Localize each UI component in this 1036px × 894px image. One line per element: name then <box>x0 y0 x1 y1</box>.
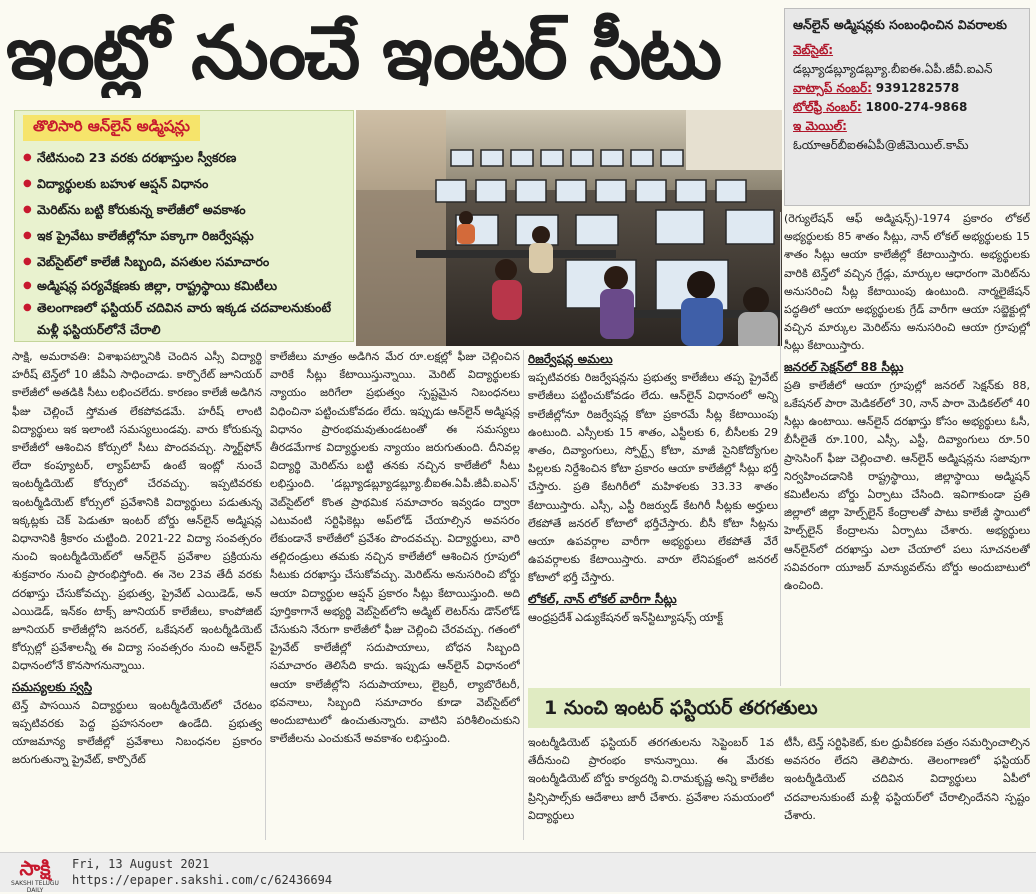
article-paragraph: ఇప్పటివరకు రిజర్వేషన్లను ప్రభుత్వ కాలేజీలు తప్ప ప్రైవేట్ కాలేజీలు పట్టించుకోవడం లేదు. ఆన్‌లైన్ విధానంలో అన్ని కాలేజీల్లోనూ రిజర్వేషన్ల కోటా ప్రకారమే సీట్ల కేటాయింపు ఉంటుంది. ఎస్సీలకు 15 శాతం, ఎస్టీలకు 6, బీసీలకు 29 శాతం, దివ్యాంగులు, స్పోర్ట్స్ కోటా, మాజీ సైనికోద్యోగుల పిల్లలకు నిర్దేశించిన కోటా ప్రకారం ఆయా కాలేజీల్లో సీట్లు భర్తీ చేస్తారు. ప్రతి కేటగిరీలో మహిళలకు 33.33 శాతం కేటాయిస్తారు. ఎస్సీ, ఎస్టీ రిజర్వుడ్ కేటగిరీ సీట్లకు అర్హులు లేకపోతే జనరల్ కోటాలో భర్తీచేస్తారు. బీసీ కోటా సీట్లను ఆయా ఉపవర్గాల వారీగా అభ్యర్థులు లేకపోతే వేరే ఉపవర్గాలకు కేటాయిస్తారు. వారూ లేనిపక్షంలో జనరల్ కోటాలో భర్తీ చేస్తారు. <box>528 371 778 585</box>
subheading-general-section: జనరల్ సెక్షన్‌లో 88 సీట్లు <box>784 359 904 374</box>
first-year-classes-title: 1 నుంచి ఇంటర్ ఫస్టియర్ తరగతులు <box>528 688 1030 728</box>
highlight-item: ● వెబ్‌సైట్‌లో కాలేజీ సిబ్బంది, వసతుల సమాచారం <box>23 249 345 275</box>
article-paragraph: కాలేజీలు మాత్రం అడిగిన మేర రూ.లక్షల్లో ఫీజు చెల్లించిన వారికే సీట్లు కేటాయిస్తున్నాయి. మెరిట్ విద్యార్థులకు న్యాయం జరిగేలా ప్రభుత్వం స్పష్టమైన నిబంధనలు విధించినా పట్టించుకోవడం లేదు. ఇప్పుడు ఆన్‌లైన్ అడ్మిషన్ల విధానం ప్రారంభమవుతుండటంతో ఈ సమస్యలు తీరడమేగాక విద్యార్థులకు న్యాయం జరుగుతుంది. దీనివల్ల విద్యార్థి మెరిట్‌ను బట్టి తనకు నచ్చిన కాలేజీలో సీటు లభిస్తుంది. 'డబ్ల్యూడబ్ల్యూడబ్ల్యూ.బీఐఈ.ఏపీ.జీవీ.ఐఎన్' వెబ్‌సైట్‌లో కొంత ప్రాథమిక సమాచారం ఇవ్వడం ద్వారా ఎటువంటి సర్టిఫికెట్లు అప్‌లోడ్ చేయాల్సిన అవసరం లేకుండానే కాలేజీలో ప్రవేశం పొందవచ్చు. విద్యార్థులు, వారి తల్లిదండ్రులు తమకు నచ్చిన కాలేజీలో ఆశించిన గ్రూపులో సీటుకు దరఖాస్తు చేసుకోవచ్చు. మెరిట్‌ను అనుసరించి బోర్డు ఆయా విద్యార్థుల ఆప్షన్ ప్రకారం సీట్లు కేటాయిస్తుంది. అది పూర్తికాగానే అభ్యర్థి వెబ్‌సైట్‌లోని అడ్మిట్ లెటర్‌ను డౌన్‌లోడ్ చేసుకుని నేరుగా కాలేజీలో ఫీజు చెల్లించి చేరవచ్చు. గతంలో ప్రైవేట్ కాలేజీల్లో సదుపాయాలు, బోధన సిబ్బంది సమాచారం తెలిసేది కాదు. ఇప్పుడు ఆన్‌లైన్ విధానంలో ఆయా కాలేజీల్లోని సదుపాయాలు, లైబ్రరీ, ల్యాబొరేటరీ, భవనాలు, సిబ్బంది సమాచారం కూడా వెబ్‌సైట్‌లో అందుబాటులో ఉంచుతున్నారు. వాటిని పరిశీలించుకుని కాలేజీలను ఎంచుకునే అవకాశం లభిస్తుంది. <box>270 350 520 746</box>
highlight-item: ● అడ్మిషన్ల పర్యవేక్షణకు జిల్లా, రాష్ట్రస్థాయి కమిటీలు <box>23 275 345 297</box>
edition-date: Fri, 13 August 2021 <box>72 857 210 871</box>
headline: ఇంట్లో నుంచే ఇంటర్ సీటు <box>6 10 721 96</box>
highlight-item: ● ఇక ప్రైవేటు కాలేజీల్లోనూ పక్కాగా రిజర్వేషన్లు <box>23 223 345 249</box>
article-paragraph: ప్రతి కాలేజీలో ఆయా గ్రూపుల్లో జనరల్ సెక్షన్‌కు 88, ఒకేషనల్ పారా మెడికల్‌లో 30, నాన్ పారా మెడికల్‌లో 40 సీట్లు ఉంటాయి. ఆన్‌లైన్ దరఖాస్తు కోసం అభ్యర్థులు ఓసీ, బీసీలైతే రూ.100, ఎస్సీ, ఎస్టీ, దివ్యాంగులు రూ.50 ప్రాసెసింగ్ ఫీజు చెల్లించాలి. ఆన్‌లైన్ అడ్మిషన్లను సజావుగా నిర్వహించడానికి రాష్ట్రస్థాయి, జిల్లాస్థాయి అడ్మిషన్ కమిటీలను బోర్డు ఏర్పాటు చేసింది. ఇవిగాకుండా ప్రతి జిల్లాలో జిల్లా హెల్ప్‌లైన్ కేంద్రాలతో పాటు కాలేజీ స్థాయిలో హెల్ప్‌లైన్ కేంద్రాలను ఏర్పాటు చేశారు. అభ్యర్థులు ఆన్‌లైన్‌లో దరఖాస్తు ఎలా చేయాలో పలు సూచనలతో సవివరంగా యూజర్ మాన్యువల్‌ను బోర్డు అందుబాటులో ఉంచింది. <box>784 378 1030 593</box>
article-paragraph: టెన్త్ పాసయిన విద్యార్థులు ఇంటర్మీడియెట్‌లో చేరటం ఇప్పటివరకు పెద్ద ప్రహసనంలా ఉండేది. ప్రభుత్వ యాజమాన్య కాలేజీల్లో ప్రవేశాలు నిబంధనల ప్రకారం జరుగుతున్నా ప్రైవేట్, కార్పొరేట్ <box>12 698 262 767</box>
whatsapp-label: వాట్సాప్ నంబర్: <box>793 81 872 95</box>
article-paragraph: (రెగ్యులేషన్ ఆఫ్ అడ్మిషన్స్)-1974 ప్రకారం లోకల్ అభ్యర్థులకు 85 శాతం సీట్లు, నాన్ లోకల్ అభ్యర్థులకు 15 శాతం సీట్లు ఆయా కాలేజీల్లో కేటాయిస్తారు. అభ్యర్థులకు వారికి టెన్త్‌లో వచ్చిన గ్రేడ్లు, మార్కుల ఆధారంగా మెరిట్‌ను అనుసరించి సీట్ల కేటాయింపు ఉంటుంది. నార్మలైజేషన్ పద్ధతిలో ఆయా అభ్యర్థులకు గ్రేడ్ వారీగా ఆయా సబ్జెక్టుల్లో వచ్చిన మార్కుల మెరిట్‌ను అనుసరించి ఆయా గ్రూపుల్లో సీట్లు కేటాయిస్తారు. <box>784 212 1030 353</box>
article-paragraph: సాక్షి, అమరావతి: విశాఖపట్నానికి చెందిన ఎస్సీ విద్యార్థి హరీష్ టెన్త్‌లో 10 జీపీఏ సాధించాడు. కార్పొరేట్ జూనియర్ కాలేజీలో అతడికి సీటు లభించలేదు. కారణం కాలేజీ అడిగిన ఫీజు చెల్లించే స్తోమత లేకపోవడమే. హరీష్ లాంటి విద్యార్థులు ఇక ఇలాంటి సమస్యలుండవు. వారు కోరుకున్న కాలేజీలో ఆశించిన కోర్సులో సీటు పొందవచ్చు. స్మార్ట్‌ఫోన్ లేదా కంప్యూటర్, ల్యాప్‌టాప్ ఉంటే ఇంట్లో నుంచే ఇంటర్మీడియెట్ కోర్సులో చేరవచ్చు. ఇప్పటివరకు ఇంటర్మీడియెట్ కోర్సులో ప్రవేశానికి విద్యార్థులు పడుతున్న ఇక్కట్లకు చెక్ పెడుతూ ఇంటర్ బోర్డు ఆన్‌లైన్ అడ్మిషన్ల విధానానికి శ్రీకారం చుట్టింది. 2021-22 విద్యా సంవత్సరం నుంచి ఇంటర్మీడియెట్‌లో ఆన్‌లైన్ ప్రవేశాల ప్రక్రియను శుక్రవారం నుంచి ప్రారంభిస్తోంది. ఈ నెల 23వ తేదీ వరకు దరఖాస్తు చేసుకోవచ్చు. ప్రభుత్వ, ప్రైవేట్ ఎయిడెడ్, అన్ ఎయిడెడ్, ఇన్‌కం టాక్స్ జూనియర్ కాలేజీలు, కాంపోజిట్ జూనియర్ కాలేజీల్లోని జనరల్, ఒకేషనల్ ఇంటర్మీడియెట్ కోర్సుల్లో ప్రవేశాలన్నీ ఈ విద్యా సంవత్సరం నుంచి ఆన్‌లైన్ విధానంలోనే కొనసాగనున్నాయి. <box>12 350 262 673</box>
highlights-list <box>23 145 345 341</box>
subheading-problems-end: సమస్యలకు స్వస్తి <box>12 679 93 694</box>
computer-lab-image <box>356 110 782 346</box>
article-column-4 <box>784 210 1030 686</box>
column-divider <box>780 212 781 686</box>
first-year-classes-left: ఇంటర్మీడియెట్ ఫస్టియర్ తరగతులను సెప్టెంబర్ 1వ తేదీనుంచి ప్రారంభం కానున్నాయి. ఈ మేరకు ఇంటర్మీడియెట్ బోర్డు కార్యదర్శి వి.రామకృష్ణ అన్ని కాలేజీల ప్రిన్సిపాల్స్‌కు ఆదేశాలు జారీ చేశారు. ప్రవేశాల సమయంలో విద్యార్థులు <box>528 736 774 822</box>
article-paragraph: ఆంధ్రప్రదేశ్ ఎడ్యుకేషనల్ ఇన్‌స్టిట్యూషన్స్ యాక్ట్ <box>528 610 723 624</box>
article-column-1 <box>12 348 262 842</box>
first-year-classes-right: టీసీ, టెన్త్ సర్టిఫికెట్, కుల ధ్రువీకరణ పత్రం సమర్పించాల్సిన అవసరం లేదని తెలిపారు. తెలంగాణలో ఫస్టియర్ ఇంటర్మీడియెట్ చదివిన విద్యార్థులు ఏపీలో చదవాలనుకుంటే మళ్లీ ఫస్టియర్‌లో చేరాల్సిందేనని స్పష్టం చేశారు. <box>784 736 1030 822</box>
article-column-3 <box>528 348 778 688</box>
website-label: వెబ్‌సైట్: <box>793 43 834 57</box>
info-box <box>784 8 1030 206</box>
highlight-item: ● తెలంగాణలో ఫస్టియర్ చదివిన వారు ఇక్కడ చదవాలనుకుంటే మళ్లీ ఫస్టియర్‌లోనే చేరాలి <box>23 297 345 341</box>
computer-lab-photo <box>356 110 782 346</box>
first-year-classes-box <box>528 688 1030 838</box>
highlights-box <box>14 110 354 342</box>
sakshi-logo-text: సాక్షి <box>19 856 51 880</box>
sakshi-logo <box>6 856 64 894</box>
tollfree-number: 1800-274-9868 <box>865 100 968 114</box>
email-value[interactable]: ఓయాఆర్‌బీఐఈఏపీ@జీమెయిల్.కామ్ <box>793 138 969 152</box>
highlight-item: ● నేటినుంచి 23 వరకు దరఖాస్తుల స్వీకరణ <box>23 145 345 171</box>
highlight-item: ● విద్యార్థులకు బహుళ ఆప్షన్ విధానం <box>23 171 345 197</box>
epaper-link[interactable]: https://epaper.sakshi.com/c/62436694 <box>72 873 333 887</box>
sakshi-logo-subtext: SAKSHI TELUGU DAILY <box>11 880 59 894</box>
highlights-title: తొలిసారి ఆన్‌లైన్ అడ్మిషన్లు <box>23 115 200 141</box>
info-box-title: ఆన్‌లైన్ అడ్మిషన్లకు సంబంధించిన వివరాలకు <box>793 17 1008 32</box>
tollfree-label: టోల్‌ఫ్రీ నంబర్: <box>793 100 862 114</box>
website-value[interactable]: డబ్ల్యూడబ్ల్యూడబ్ల్యూ.బీఐఈ.ఏపీ.జీవీ.ఐఎన్ <box>793 62 993 76</box>
subheading-local-nonlocal: లోకల్, నాన్ లోకల్ వారీగా సీట్లు <box>528 591 677 606</box>
email-label: ఇ మెయిల్: <box>793 119 847 133</box>
column-divider <box>523 350 524 840</box>
highlight-item: ● మెరిట్‌ను బట్టి కోరుకున్న కాలేజీలో అవకాశం <box>23 197 345 223</box>
subheading-reservations: రిజర్వేషన్ల అమలు <box>528 352 613 366</box>
whatsapp-number: 9391282578 <box>875 81 960 95</box>
footer-bar <box>0 852 1036 892</box>
article-column-2 <box>270 348 520 842</box>
column-divider <box>265 350 266 840</box>
